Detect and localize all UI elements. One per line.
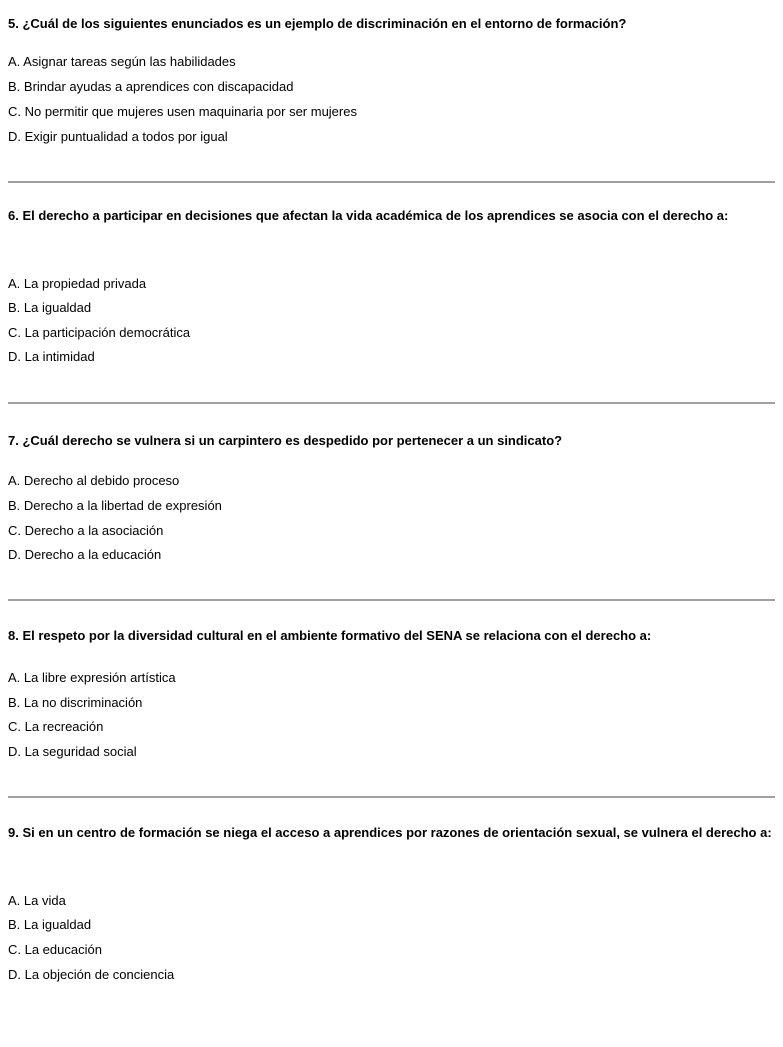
option-b: B. La igualdad [8,917,92,932]
option-d: D. Derecho a la educación [8,547,162,562]
option-b: B. La no discriminación [8,695,143,710]
option-b: B. La igualdad [8,300,92,315]
option-b: B. Derecho a la libertad de expresión [8,498,222,513]
option-a: A. Derecho al debido proceso [8,473,180,488]
divider [8,796,775,798]
option-a: A. La libre expresión artística [8,670,176,685]
option-a: A. Asignar tareas según las habilidades [8,54,236,69]
option-d: D. La seguridad social [8,744,137,759]
divider [8,599,775,601]
option-c: C. La educación [8,942,102,957]
option-d: D. Exigir puntualidad a todos por igual [8,129,228,144]
option-c: C. La recreación [8,719,104,734]
divider [8,181,775,183]
option-c: C. Derecho a la asociación [8,523,164,538]
question-text: 9. Si en un centro de formación se niega el acceso a aprendices por razones de orientación sexual, se vulnera el derecho a: [8,825,772,840]
option-d: D. La intimidad [8,349,95,364]
divider [8,402,775,404]
option-a: A. La vida [8,893,66,908]
option-b: B. Brindar ayudas a aprendices con discapacidad [8,79,294,94]
question-text: 7. ¿Cuál derecho se vulnera si un carpintero es despedido por pertenecer a un sindicato? [8,433,563,448]
option-c: C. La participación democrática [8,325,191,340]
question-text: 6. El derecho a participar en decisiones que afectan la vida académica de los aprendices se asocia con el derecho a: [8,208,729,223]
option-d: D. La objeción de conciencia [8,967,175,982]
option-a: A. La propiedad privada [8,276,147,291]
option-c: C. No permitir que mujeres usen maquinaria por ser mujeres [8,104,357,119]
question-text: 8. El respeto por la diversidad cultural en el ambiente formativo del SENA se relaciona con el derecho a: [8,628,652,643]
question-text: 5. ¿Cuál de los siguientes enunciados es un ejemplo de discriminación en el entorno de formación? [8,16,627,31]
